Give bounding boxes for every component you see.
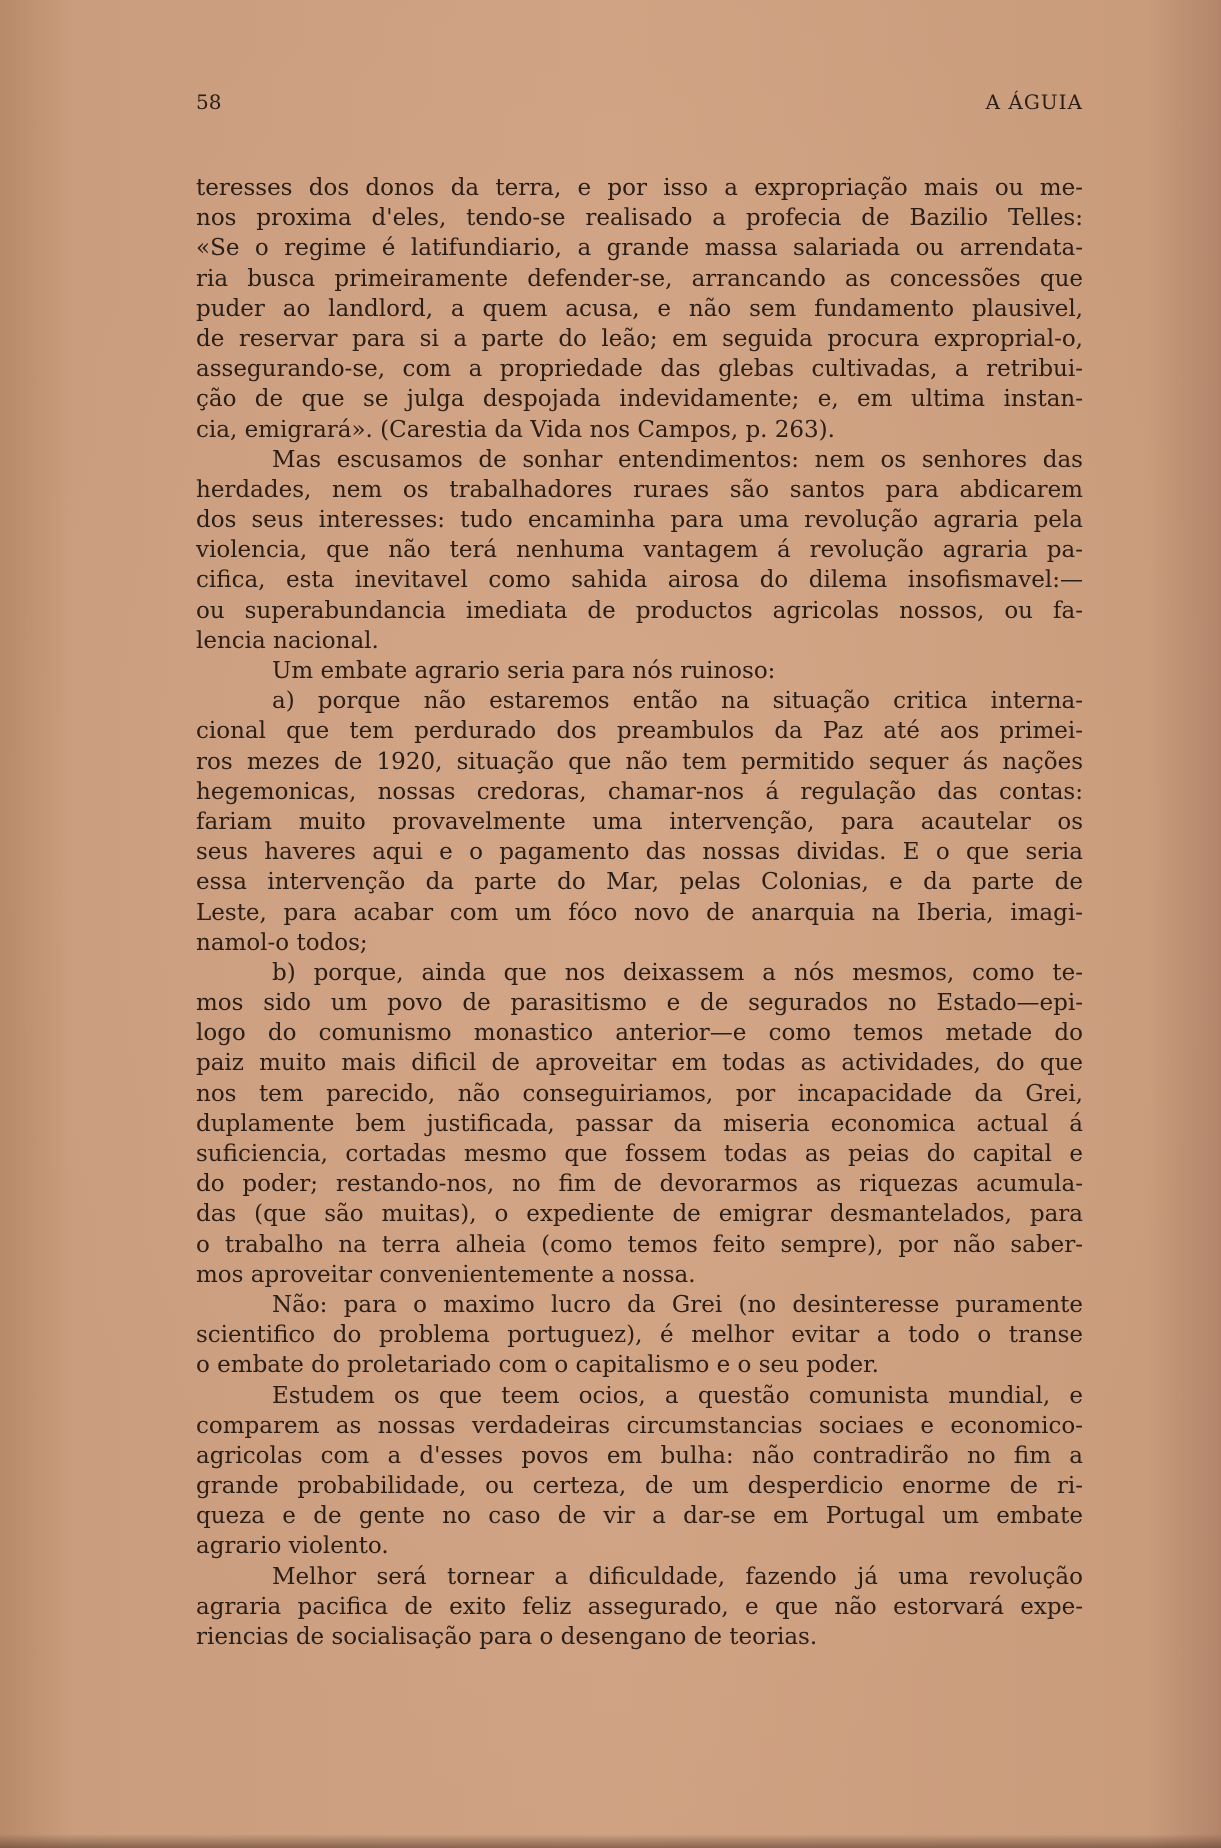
page-header [196,90,1083,120]
text-line: violencia, que não terá nenhuma vantagem á revolução agraria pa- [196,537,1083,564]
text-line: scientifico do problema portuguez), é melhor evitar a todo o transe [196,1322,1083,1349]
text-line: riencias de socialisação para o desengano de teorias. [196,1624,818,1650]
text-line: agricolas com a d'esses povos em bulha: não contradirão no fim a [196,1442,1083,1469]
text-line: puder ao landlord, a quem acusa, e não sem fundamento plausivel, [196,295,1083,322]
text-line: duplamente bem justificada, passar da miseria economica actual á [196,1110,1083,1137]
text-line: essa intervenção da parte do Mar, pelas Colonias, e da parte de [196,869,1083,896]
text-line: das (que são muitas), o expediente de emigrar desmantelados, para [196,1201,1083,1228]
text-line: Não: para o maximo lucro da Grei (no desinteresse puramente [272,1291,1083,1318]
text-line: de reservar para si a parte do leão; em seguida procura exproprial-o, [196,325,1083,352]
text-line: paiz muito mais dificil de aproveitar em todas as actividades, do que [196,1050,1083,1077]
text-line: «Se o regime é latifundiario, a grande massa salariada ou arrendata- [196,235,1083,262]
text-line: dos seus interesses: tudo encaminha para uma revolução agraria pela [196,507,1083,534]
text-line: o trabalho na terra alheia (como temos feito sempre), por não saber- [196,1231,1083,1258]
running-title: A ÁGUIA [985,90,1083,114]
text-line: ção de que se julga despojada indevidamente; e, em ultima instan- [196,386,1083,413]
text-line: ou superabundancia imediata de productos agricolas nossos, ou fa- [196,597,1083,624]
text-line: cia, emigrará». (Carestia da Vida nos Campos, p. 263). [196,416,835,443]
text-line: agrario violento. [196,1533,389,1560]
text-line: Leste, para acabar com um fóco novo de anarquia na Iberia, imagi- [196,899,1083,926]
text-line: o embate do proletariado com o capitalismo e o seu poder. [196,1352,879,1379]
text-line: seus haveres aqui e o pagamento das nossas dividas. E o que seria [196,839,1083,866]
text-line: logo do comunismo monastico anterior—e como temos metade do [196,1020,1083,1047]
text-line: a) porque não estaremos então na situação critica interna- [272,688,1083,715]
text-line: suficiencia, cortadas mesmo que fossem todas as peias do capital e [196,1141,1083,1167]
page-number: 58 [196,90,222,114]
text-line: ria busca primeiramente defender-se, arrancando as concessões que [196,265,1083,292]
text-line: ros mezes de 1920, situação que não tem permitido sequer ás nações [196,748,1083,775]
text-line: assegurando-se, com a propriedade das glebas cultivadas, a retribui- [196,356,1083,383]
text-line: teresses dos donos da terra, e por isso a expropriação mais ou me- [196,175,1083,201]
text-line: Um embate agrario seria para nós ruinoso: [272,658,776,684]
text-line: Mas escusamos de sonhar entendimentos: nem os senhores das [272,446,1083,473]
text-line: queza e de gente no caso de vir a dar-se em Portugal um embate [196,1503,1083,1530]
text-line: mos aproveitar convenientemente a nossa. [196,1261,696,1288]
text-line: do poder; restando-nos, no fim de devorarmos as riquezas acumula- [196,1171,1083,1198]
text-line: mos sido um povo de parasitismo e de segurados no Estado—epi- [196,990,1083,1017]
text-line: grande probabilidade, ou certeza, de um desperdicio enorme de ri- [196,1473,1083,1500]
text-line: agraria pacifica de exito feliz assegurado, e que não estorvará expe- [196,1593,1083,1620]
text-line: cional que tem perdurado dos preambulos da Paz até aos primei- [196,718,1083,745]
text-line: comparem as nossas verdadeiras circumstancias sociaes e economico- [196,1412,1083,1439]
text-line: fariam muito provavelmente uma intervenção, para acautelar os [196,808,1083,835]
text-line: herdades, nem os trabalhadores ruraes são santos para abdicarem [196,476,1083,503]
page-bottom-edge [0,1834,1221,1848]
text-line: cifica, esta inevitavel como sahida airosa do dilema insofismavel:— [196,567,1083,594]
body-text [196,173,1083,1652]
text-line: Estudem os que teem ocios, a questão comunista mundial, e [272,1382,1083,1409]
text-line: nos tem parecido, não conseguiriamos, por incapacidade da Grei, [196,1080,1083,1107]
text-line: hegemonicas, nossas credoras, chamar-nos á regulação das contas: [196,778,1083,805]
text-line: namol-o todos; [196,929,368,956]
text-line: Melhor será tornear a dificuldade, fazendo já uma revolução [272,1563,1083,1590]
text-line: b) porque, ainda que nos deixassem a nós mesmos, como te- [272,959,1083,986]
text-line: lencia nacional. [196,627,379,654]
text-line: nos proxima d'eles, tendo-se realisado a profecia de Bazilio Telles: [196,205,1083,232]
